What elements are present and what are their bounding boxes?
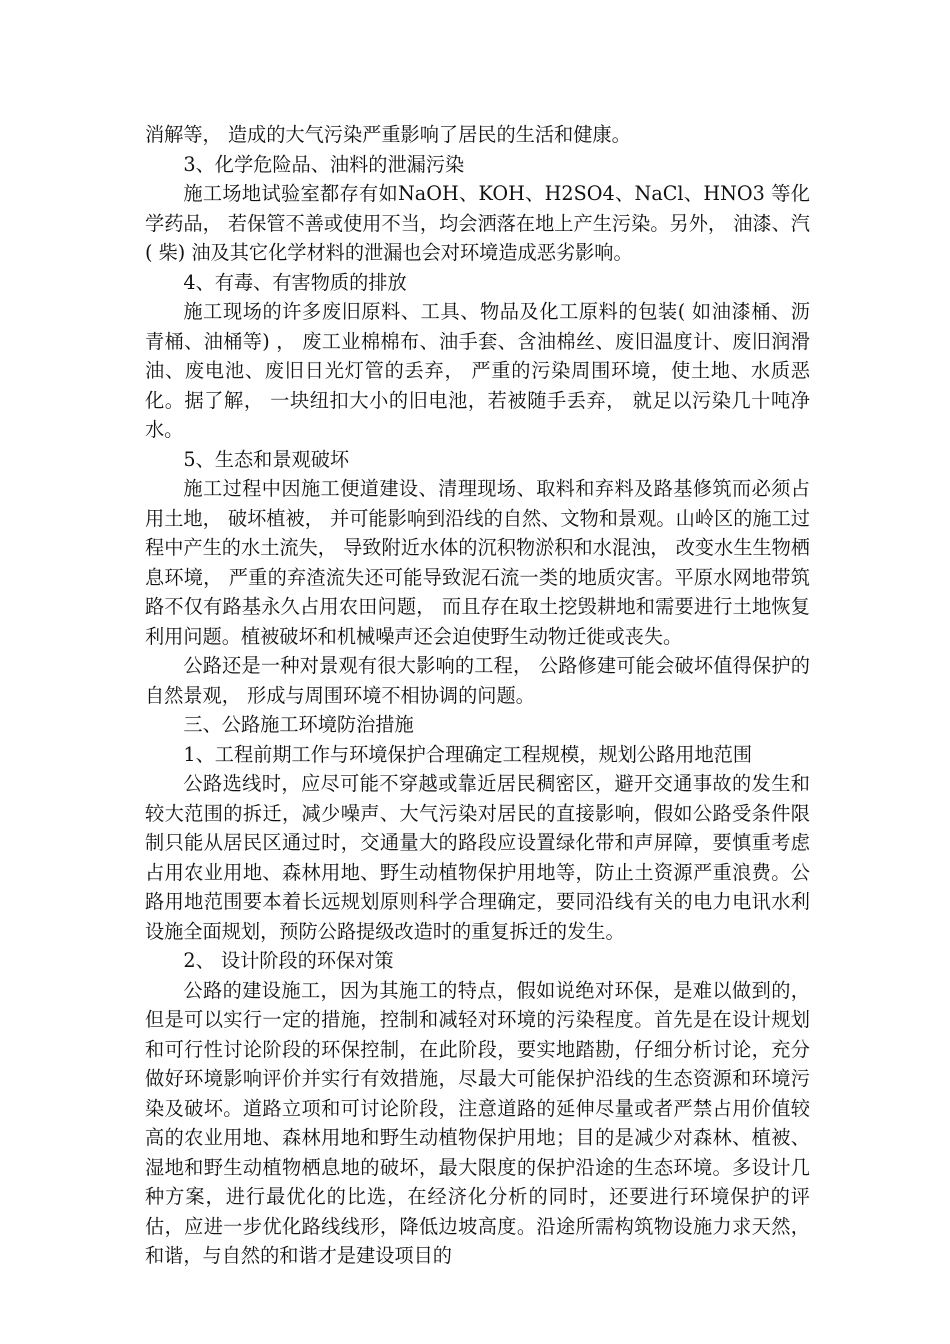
section-heading-prevention-measures: 三、公路施工环境防治措施: [183, 713, 414, 736]
paragraph-toxic-discharge: 施工现场的许多废旧原料、工具、物品及化工原料的包装( 如油漆桶、沥青桶、油桶等) ， 废工业棉棉布、油手套、含油棉丝、废旧温度计、废旧润滑油、废电池、废旧日光灯管的丢弃， 严重的污染周围环境，使土地、水质恶化。据了解， 一块纽扣大小的旧电池，若被随手丢弃， 就足以污染几十吨净水。: [145, 300, 810, 441]
paragraph-landscape-impact: 公路还是一种对景观有很大影响的工程， 公路修建可能会破坏值得保护的自然景观， 形成与周围环境不相协调的问题。: [145, 654, 810, 707]
heading-chemical-leak: 3、化学危险品、油料的泄漏污染: [183, 152, 465, 176]
heading-design-stage: 2、 设计阶段的环保对策: [183, 949, 394, 972]
heading-toxic-discharge: 4、有毒、有害物质的排放: [183, 270, 407, 294]
paragraph-intro-continuation: 消解等， 造成的大气污染严重影响了居民的生活和健康。: [145, 123, 631, 146]
heading-early-stage-planning: 1、工程前期工作与环境保护合理确定工程规模，规划公路用地范围: [183, 742, 753, 766]
document-body: [145, 120, 810, 1271]
heading-ecology-landscape: 5、生态和景观破坏: [183, 447, 350, 471]
paragraph-design-stage: 公路的建设施工，因为其施工的特点，假如说绝对环保，是难以做到的，但是可以实行一定的措施，控制和减轻对环境的污染程度。首先是在设计规划和可行性讨论阶段的环保控制，在此阶段，要实地踏勘，仔细分析讨论，充分做好环境影响评价并实行有效措施，尽最大可能保护沿线的生态资源和环境污染及破坏。道路立项和可讨论阶段，注意道路的延伸尽量或者严禁占用价值较高的农业用地、森林用地和野生动植物保护用地；目的是减少对森林、植被、湿地和野生动植物栖息地的破坏，最大限度的保护沿途的生态环境。多设计几种方案，进行最优化的比选，在经济化分析的同时，还要进行环境保护的评估，应进一步优化路线线形，降低边坡高度。沿途所需构筑物设施力求天然，和谐，与自然的和谐才是建设项目的: [145, 978, 810, 1267]
paragraph-ecology-landscape: 施工过程中因施工便道建设、清理现场、取料和弃料及路基修筑而必须占用土地， 破坏植被， 并可能影响到沿线的自然、文物和景观。山岭区的施工过程中产生的水土流失， 导致附近水体的沉积物淤积和水混浊， 改变水生生物栖息环境， 严重的弃渣流失还可能导致泥石流一类的地质灾害。平原水网地带筑路不仅有路基永久占用农田问题， 而且存在取土挖毁耕地和需要进行土地恢复利用问题。植被破坏和机械噪声还会迫使野生动物迁徙或丧失。: [145, 477, 810, 648]
paragraph-chemical-leak: 施工场地试验室都存有如NaOH、KOH、H2SO4、NaCl、HNO3 等化学药品， 若保管不善或使用不当，均会洒落在地上产生污染。另外， 油漆、汽( 柴) 油及其它化学材料的泄漏也会对环境造成恶劣影响。: [145, 182, 810, 264]
paragraph-route-selection: 公路选线时，应尽可能不穿越或靠近居民稠密区，避开交通事故的发生和较大范围的拆迁，减少噪声、大气污染对居民的直接影响，假如公路受条件限制只能从居民区通过时，交通量大的路段应设置绿化带和声屏障，要慎重考虑占用农业用地、森林用地、野生动植物保护用地等，防止土资源严重浪费。公路用地范围要本着长远规划原则科学合理确定，要同沿线有关的电力电讯水利设施全面规划，预防公路提级改造时的重复拆迁的发生。: [145, 772, 810, 943]
